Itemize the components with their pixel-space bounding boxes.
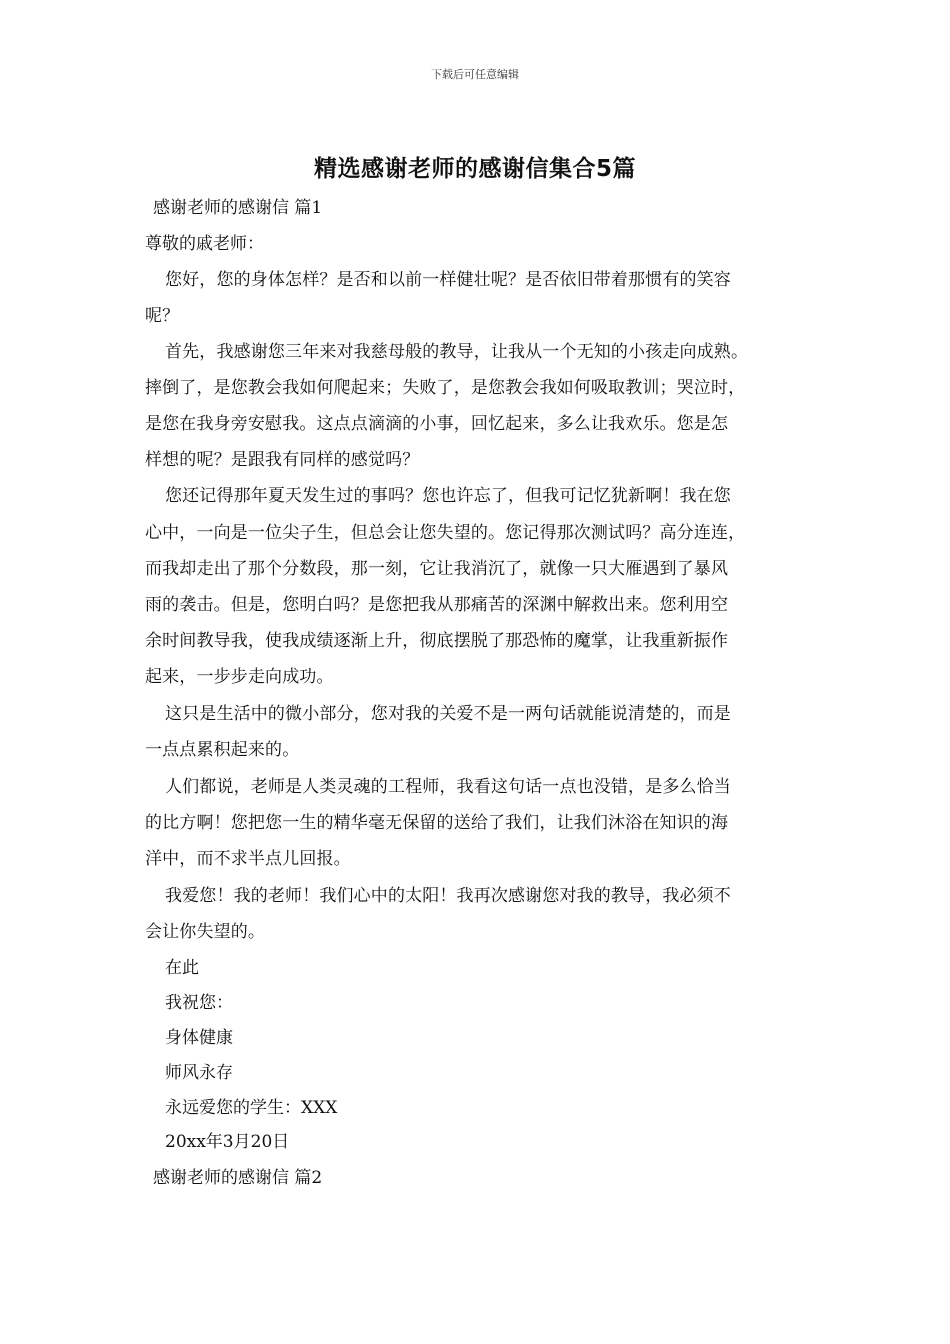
paragraph-line: 人们都说，老师是人类灵魂的工程师，我看这句话一点也没错，是多么恰当 xyxy=(165,777,731,797)
closing-line: 师风永存 xyxy=(165,1063,233,1083)
closing-line: 身体健康 xyxy=(165,1028,233,1048)
paragraph-line: 心中，一向是一位尖子生，但总会让您失望的。您记得那次测试吗？高分连连， xyxy=(145,523,746,543)
closing-line: 我祝您： xyxy=(165,993,233,1013)
closing-line: 在此 xyxy=(165,958,199,978)
paragraph-line: 这只是生活中的微小部分，您对我的关爱不是一两句话就能说清楚的，而是 xyxy=(165,704,731,724)
paragraph-line: 洋中，而不求半点儿回报。 xyxy=(145,849,351,869)
paragraph-line: 我爱您！我的老师！我们心中的太阳！我再次感谢您对我的教导，我必须不 xyxy=(165,886,731,906)
paragraph-line: 会让你失望的。 xyxy=(145,922,266,942)
paragraph-line: 的比方啊！您把您一生的精华毫无保留的送给了我们，让我们沐浴在知识的海 xyxy=(145,813,729,833)
paragraph-line: 一点点累积起来的。 xyxy=(145,740,300,760)
signature-line: 永远爱您的学生：XXX xyxy=(165,1098,338,1118)
paragraph-line: 是您在我身旁安慰我。这点点滴滴的小事，回忆起来，多么让我欢乐。您是怎 xyxy=(145,414,729,434)
paragraph-line: 雨的袭击。但是，您明白吗？是您把我从那痛苦的深渊中解救出来。您利用空 xyxy=(145,595,729,615)
section-heading-1: 感谢老师的感谢信 篇1 xyxy=(153,198,323,218)
paragraph-line: 起来，一步步走向成功。 xyxy=(145,667,334,687)
paragraph-line: 您好，您的身体怎样？是否和以前一样健壮呢？是否依旧带着那惯有的笑容 xyxy=(165,270,731,290)
paragraph-line: 样想的呢？是跟我有同样的感觉吗？ xyxy=(145,450,420,470)
paragraph-line: 而我却走出了那个分数段，那一刻，它让我消沉了，就像一只大雁遇到了暴风 xyxy=(145,559,729,579)
paragraph-line: 呢？ xyxy=(145,306,180,326)
paragraph-line: 首先，我感谢您三年来对我慈母般的教导，让我从一个无知的小孩走向成熟。 xyxy=(165,342,749,362)
section-heading-2: 感谢老师的感谢信 篇2 xyxy=(153,1168,323,1188)
paragraph-line: 余时间教导我，使我成绩逐渐上升，彻底摆脱了那恐怖的魔掌，让我重新振作 xyxy=(145,631,729,651)
page-header: 下载后可任意编辑 xyxy=(431,68,519,81)
date-line: 20xx年3月20日 xyxy=(165,1132,290,1152)
salutation: 尊敬的戚老师： xyxy=(145,234,264,254)
paragraph-line: 摔倒了，是您教会我如何爬起来；失败了，是您教会我如何吸取教训；哭泣时， xyxy=(145,378,746,398)
paragraph-line: 您还记得那年夏天发生过的事吗？您也许忘了，但我可记忆犹新啊！我在您 xyxy=(165,486,731,506)
document-title: 精选感谢老师的感谢信集合5篇 xyxy=(313,156,636,182)
